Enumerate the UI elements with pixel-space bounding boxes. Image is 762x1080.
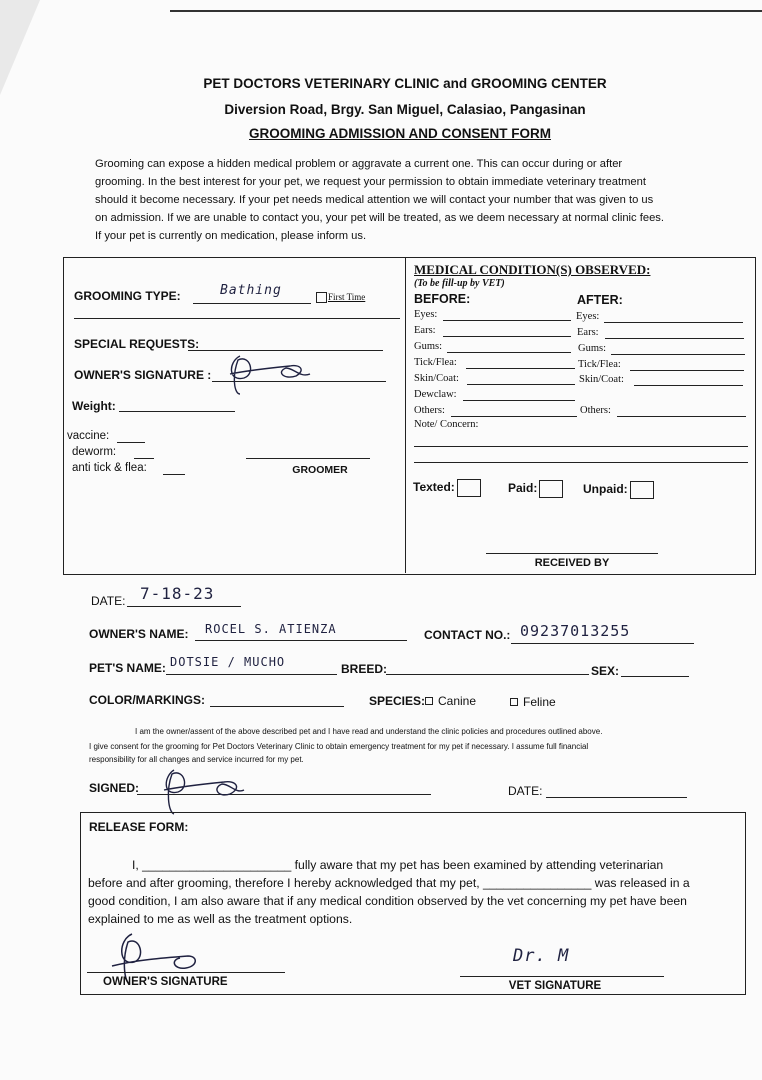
after-eyes-line[interactable]: [604, 322, 743, 323]
owner-name-label: OWNER'S NAME:: [89, 627, 189, 641]
after-others-line[interactable]: [617, 416, 746, 417]
anti-tick-label: anti tick & flea:: [72, 462, 147, 474]
before-skincoat-line[interactable]: [467, 384, 575, 385]
before-tickflea-line[interactable]: [466, 368, 575, 369]
contact-line[interactable]: [511, 643, 694, 644]
first-time-label: First Time: [328, 292, 366, 302]
before-label: BEFORE:: [414, 292, 471, 306]
before-ears-line[interactable]: [443, 336, 571, 337]
clinic-name: PET DOCTORS VETERINARY CLINIC and GROOMING CENTER: [203, 76, 607, 91]
before-ears-label: Ears:: [414, 325, 436, 336]
consent-signature-scribble: [150, 760, 250, 818]
paid-checkbox[interactable]: [539, 480, 563, 498]
grooming-type-value: Bathing: [220, 283, 282, 298]
canine-option[interactable]: [425, 694, 476, 708]
pet-name-value: DOTSIE / MUCHO: [170, 655, 286, 669]
after-gums-label: Gums:: [578, 343, 607, 354]
consent-date-label: DATE:: [508, 784, 543, 798]
owner-name-line[interactable]: [195, 640, 407, 641]
note-line-1[interactable]: [414, 446, 748, 447]
after-others-label: Others:: [580, 405, 611, 416]
pet-name-line[interactable]: [166, 674, 337, 675]
feline-option[interactable]: [510, 695, 556, 709]
after-skincoat-line[interactable]: [634, 385, 743, 386]
after-label: AFTER:: [577, 293, 623, 307]
vaccine-label: vaccine:: [67, 430, 110, 442]
special-requests-label: SPECIAL REQUESTS:: [74, 337, 200, 351]
feline-label: Feline: [523, 695, 556, 709]
unpaid-option[interactable]: [583, 481, 654, 499]
consent-line-1: I am the owner/assent of the above described pet and I have read and understand the clinic policies and procedures outlined above.: [135, 727, 603, 736]
before-dewclaw-label: Dewclaw:: [414, 389, 457, 400]
owner-signature-label: OWNER'S SIGNATURE :: [74, 368, 212, 382]
received-by-label: RECEIVED BY: [534, 557, 610, 569]
consent-line-2: I give consent for the grooming for Pet Doctors Veterinary Clinic to obtain emergency treatment for my pet if necessary. I assume full financial: [89, 742, 589, 751]
release-owner-signature-label: OWNER'S SIGNATURE: [103, 976, 228, 988]
consent-date-line[interactable]: [546, 797, 687, 798]
release-title: RELEASE FORM:: [89, 820, 189, 834]
owner-name-value: ROCEL S. ATIENZA: [205, 622, 337, 636]
color-markings-line[interactable]: [210, 706, 344, 707]
note-line-2[interactable]: [414, 462, 748, 463]
contact-value: 09237013255: [520, 622, 631, 640]
canine-checkbox[interactable]: [425, 697, 433, 705]
after-gums-line[interactable]: [611, 354, 745, 355]
feline-checkbox[interactable]: [510, 698, 518, 706]
grooming-type-label: GROOMING TYPE:: [74, 289, 181, 303]
deworm-label: deworm:: [72, 446, 117, 458]
grooming-extra-line[interactable]: [74, 318, 400, 319]
before-others-label: Others:: [414, 405, 445, 416]
date-value: 7-18-23: [140, 584, 215, 603]
form-title: GROOMING ADMISSION AND CONSENT FORM: [249, 126, 551, 141]
box-divider: [405, 257, 406, 573]
after-ears-line[interactable]: [605, 338, 744, 339]
before-skincoat-label: Skin/Coat:: [414, 373, 459, 384]
species-label: SPECIES:: [369, 694, 426, 708]
contact-label: CONTACT NO.:: [424, 628, 511, 642]
after-tickflea-label: Tick/Flea:: [578, 359, 621, 370]
paid-label: Paid:: [508, 481, 538, 496]
vet-signature-line[interactable]: [460, 976, 664, 977]
consent-line-3: responsibility for all changes and service incurred for my pet.: [89, 755, 304, 764]
weight-label: Weight:: [72, 399, 116, 413]
before-tickflea-label: Tick/Flea:: [414, 357, 457, 368]
groomer-label: GROOMER: [292, 464, 348, 476]
vaccine-line[interactable]: [117, 442, 145, 443]
medical-condition-title: MEDICAL CONDITION(S) OBSERVED:: [414, 262, 651, 277]
groomer-line[interactable]: [246, 458, 370, 459]
after-skincoat-label: Skin/Coat:: [579, 374, 624, 385]
breed-line[interactable]: [386, 674, 589, 675]
texted-checkbox[interactable]: [457, 479, 481, 497]
release-paragraph: I, ______________________ fully aware that my pet has been examined by attending veterinarian before and after grooming, therefore I hereby acknowledged that my pet, ________________ was released in a good condition, I am also aware that if any medical condition observed by the vet concerning my pet have been explained to me as well as the treatment options.: [88, 858, 690, 926]
vet-signature-value: Dr. M: [513, 946, 570, 966]
after-eyes-label: Eyes:: [576, 311, 600, 322]
canine-label: Canine: [438, 694, 477, 708]
texted-label: Texted:: [413, 480, 455, 495]
before-gums-label: Gums:: [414, 341, 443, 352]
owner-signature-scribble: [210, 348, 320, 400]
before-others-line[interactable]: [451, 416, 577, 417]
unpaid-label: Unpaid:: [583, 482, 628, 497]
before-gums-line[interactable]: [447, 352, 571, 353]
weight-line[interactable]: [119, 411, 235, 412]
paid-option[interactable]: [508, 480, 563, 498]
anti-tick-line[interactable]: [163, 474, 185, 475]
page-edge: [170, 10, 762, 12]
vet-signature-label: VET SIGNATURE: [508, 980, 602, 992]
first-time-checkbox[interactable]: [316, 292, 327, 303]
date-label: DATE:: [91, 594, 126, 608]
unpaid-checkbox[interactable]: [630, 481, 654, 499]
signed-label: SIGNED:: [89, 781, 140, 795]
intro-paragraph: Grooming can expose a hidden medical problem or aggravate a current one. This can occur during or after grooming. In the best interest for your pet, we request your permission to obtain immediate veterinary treatment should it become necessary. If your pet needs medical attention we will contact your number that was given to us on admission. If we are unable to contact you, your pet will be treated, as we deem necessary at normal clinic fees. If your pet is currently on medication, please inform us.: [95, 158, 664, 242]
medical-subtitle: (To be fill-up by VET): [414, 278, 505, 289]
first-time-option[interactable]: [316, 292, 365, 303]
sex-line[interactable]: [621, 676, 689, 677]
sex-label: SEX:: [591, 664, 620, 678]
before-eyes-line[interactable]: [443, 320, 571, 321]
after-ears-label: Ears:: [577, 327, 599, 338]
before-dewclaw-line[interactable]: [463, 400, 575, 401]
pet-name-label: PET'S NAME:: [89, 661, 166, 675]
date-line[interactable]: [127, 606, 241, 607]
before-eyes-label: Eyes:: [414, 309, 438, 320]
grooming-type-line[interactable]: [193, 303, 311, 304]
texted-option[interactable]: [413, 479, 481, 497]
received-by-line[interactable]: [486, 553, 658, 554]
clinic-address: Diversion Road, Brgy. San Miguel, Calasiao, Pangasinan: [224, 102, 586, 117]
release-owner-signature-line[interactable]: [87, 972, 285, 973]
deworm-line[interactable]: [134, 458, 154, 459]
color-markings-label: COLOR/MARKINGS:: [89, 693, 205, 707]
after-tickflea-line[interactable]: [630, 370, 744, 371]
breed-label: BREED:: [341, 662, 388, 676]
note-concern-label: Note/ Concern:: [414, 419, 479, 430]
